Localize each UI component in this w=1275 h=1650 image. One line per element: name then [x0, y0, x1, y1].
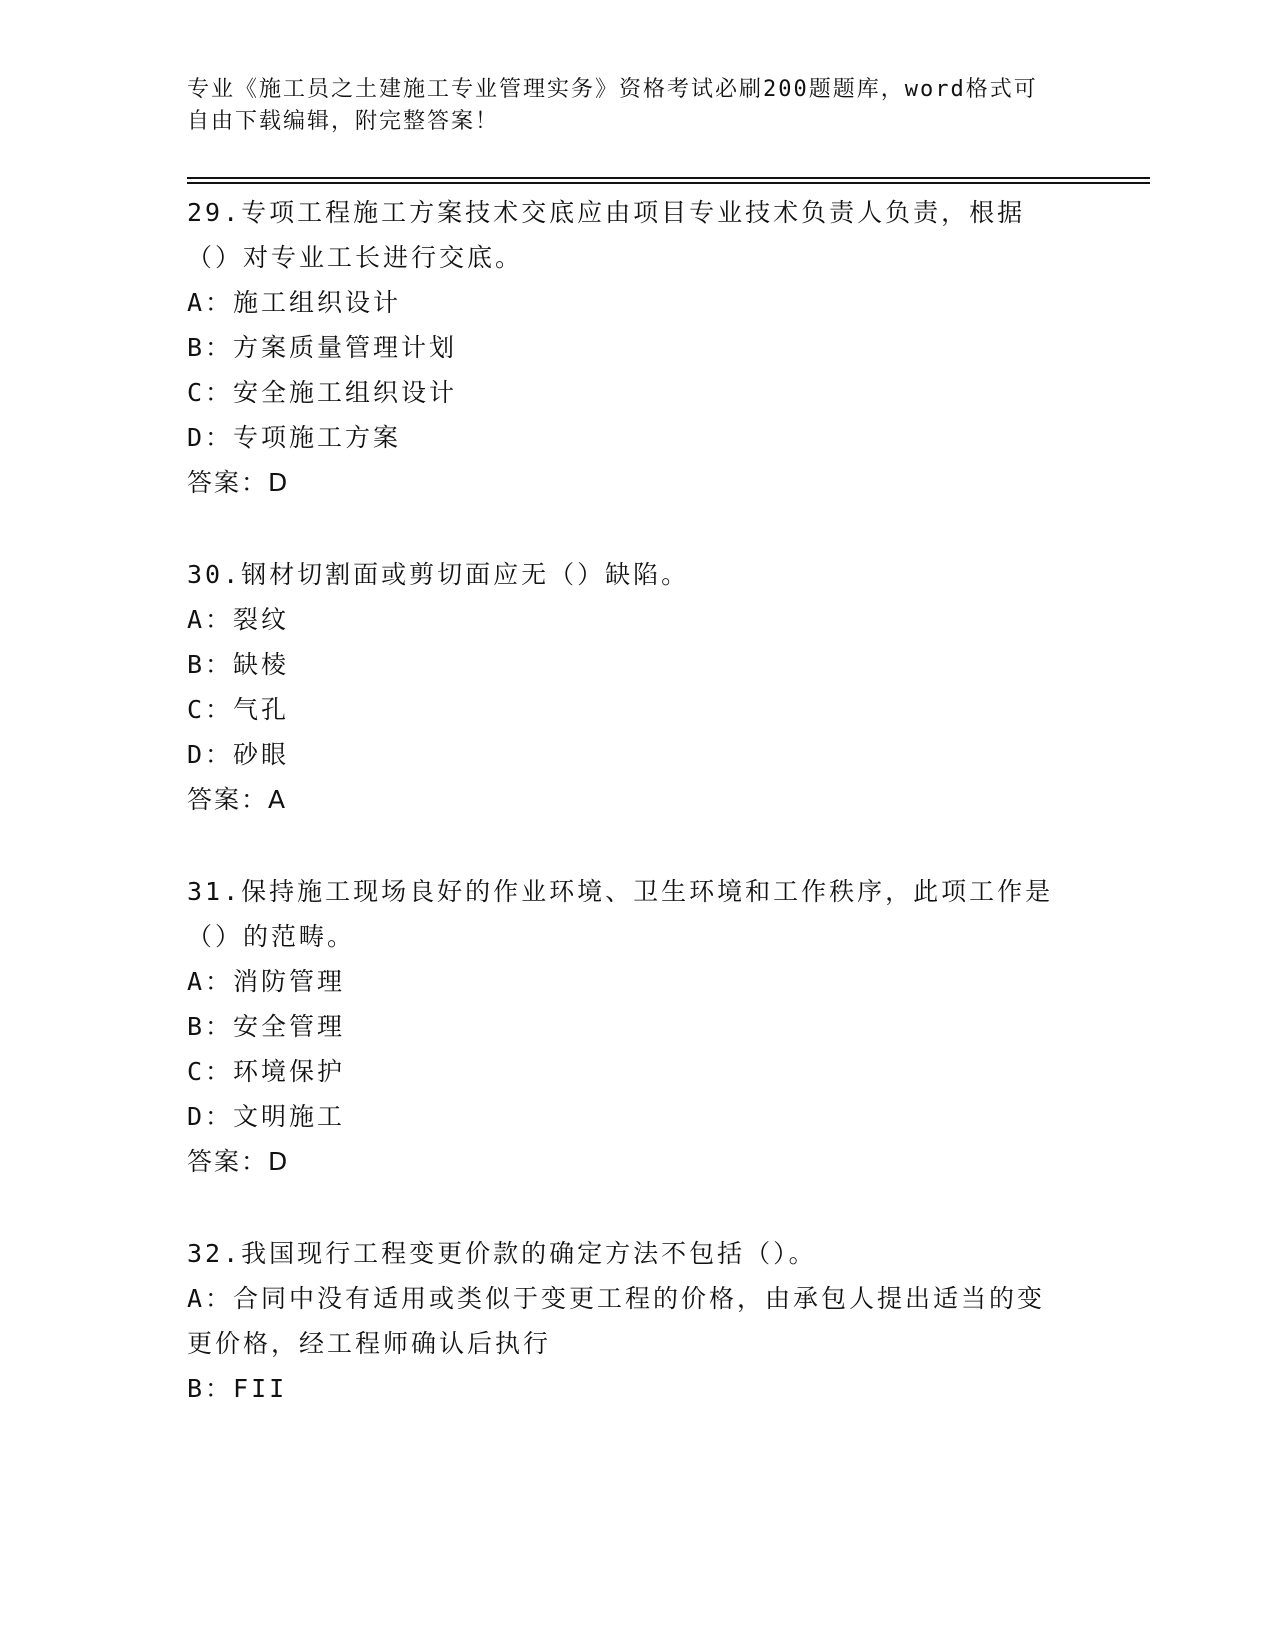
- question-29: [187, 190, 1067, 505]
- option-a: A：施工组织设计: [187, 288, 402, 317]
- question-30: [187, 552, 1067, 822]
- option-a: A：消防管理: [187, 967, 346, 996]
- question-stem: 29.专项工程施工方案技术交底应由项目专业技术负责人负责，根据（）对专业工长进行交底。: [187, 198, 1026, 272]
- option-d: D：砂眼: [187, 740, 290, 769]
- option-c: C：环境保护: [187, 1057, 346, 1086]
- question-stem: 30.钢材切割面或剪切面应无（）缺陷。: [187, 560, 690, 589]
- option-b: B：FII: [187, 1374, 288, 1403]
- question-spacer: [187, 822, 1067, 869]
- question-spacer: [187, 1184, 1067, 1231]
- header-divider-bottom: [187, 182, 1150, 184]
- question-32: [187, 1231, 1067, 1411]
- option-a: A：合同中没有适用或类似于变更工程的价格，由承包人提出适当的变更价格，经工程师确认后执行: [187, 1284, 1046, 1358]
- header-line-1: 专业《施工员之土建施工专业管理实务》资格考试必刷200题题库，word格式可: [187, 77, 1038, 102]
- answer-line: 答案：D: [187, 468, 290, 497]
- question-stem: 31.保持施工现场良好的作业环境、卫生环境和工作秩序，此项工作是（）的范畴。: [187, 877, 1054, 951]
- question-list: [187, 190, 1067, 1411]
- header-line-2: 自由下载编辑，附完整答案！: [187, 109, 500, 134]
- answer-line: 答案：D: [187, 1147, 290, 1176]
- option-d: D：专项施工方案: [187, 423, 402, 452]
- answer-line: 答案：A: [187, 785, 288, 814]
- question-stem: 32.我国现行工程变更价款的确定方法不包括（）。: [187, 1239, 817, 1268]
- option-b: B：缺棱: [187, 650, 290, 679]
- question-spacer: [187, 505, 1067, 552]
- header-divider-top: [187, 177, 1150, 179]
- document-header: [187, 74, 1067, 138]
- option-b: B：方案质量管理计划: [187, 333, 458, 362]
- option-b: B：安全管理: [187, 1012, 346, 1041]
- option-a: A：裂纹: [187, 605, 290, 634]
- option-c: C：气孔: [187, 695, 290, 724]
- option-c: C：安全施工组织设计: [187, 378, 458, 407]
- option-d: D：文明施工: [187, 1102, 346, 1131]
- question-31: [187, 869, 1067, 1184]
